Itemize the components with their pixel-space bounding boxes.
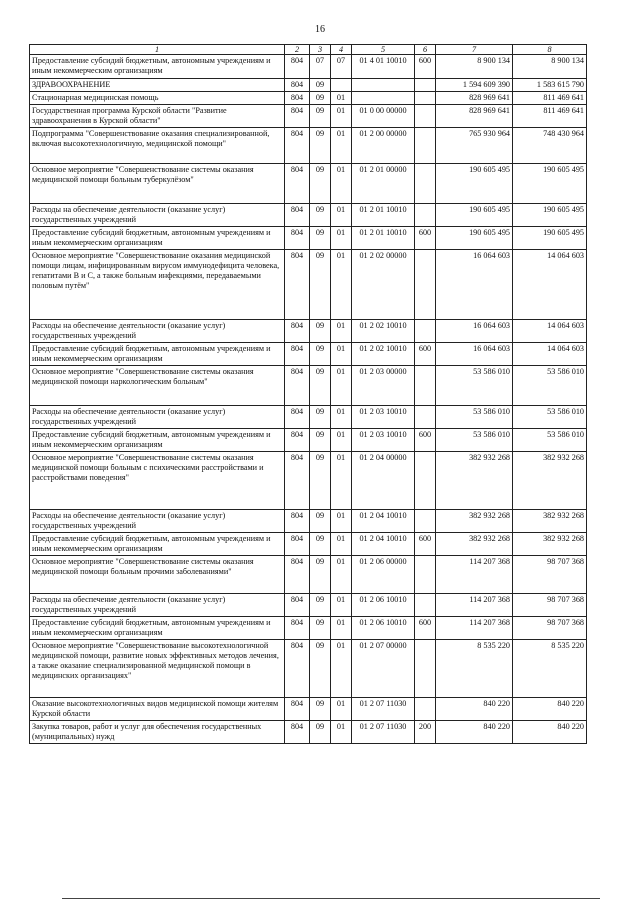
row-amount-year2: 382 932 268: [513, 452, 587, 510]
table-row: [30, 510, 587, 533]
row-code-ministry: 804: [285, 105, 310, 128]
table-row: [30, 406, 587, 429]
row-code-expense-type: 600: [415, 617, 436, 640]
row-code-subsection: 01: [331, 320, 352, 343]
table-row: [30, 366, 587, 406]
row-code-expense-type: 600: [415, 429, 436, 452]
row-code-subsection: [331, 79, 352, 92]
row-code-section: 09: [310, 533, 331, 556]
table-row: [30, 105, 587, 128]
row-code-expense-type: [415, 510, 436, 533]
row-name: Государственная программа Курской области "Развитие здравоохранения в Курской области": [30, 105, 285, 128]
row-code-ministry: 804: [285, 721, 310, 744]
table-row: [30, 250, 587, 320]
row-code-section: 09: [310, 79, 331, 92]
row-name: Предоставление субсидий бюджетным, автономным учреждениям и иным некоммерческим организациям: [30, 533, 285, 556]
row-amount-year1: 16 064 603: [436, 343, 513, 366]
row-amount-year2: 98 707 368: [513, 594, 587, 617]
row-amount-year1: 16 064 603: [436, 320, 513, 343]
row-code-target: 01 2 06 10010: [352, 594, 415, 617]
row-name: Основное мероприятие "Совершенствование системы оказания медицинской помощи больным прочими заболеваниями": [30, 556, 285, 594]
table-row: [30, 594, 587, 617]
row-code-target: 01 2 07 11030: [352, 698, 415, 721]
row-code-expense-type: 600: [415, 343, 436, 366]
row-amount-year2: 53 586 010: [513, 366, 587, 406]
row-code-subsection: 01: [331, 617, 352, 640]
row-code-subsection: 01: [331, 164, 352, 204]
row-amount-year1: 16 064 603: [436, 250, 513, 320]
row-code-subsection: 01: [331, 721, 352, 744]
column-header: 4: [331, 45, 352, 55]
table-row: [30, 79, 587, 92]
row-code-section: 09: [310, 366, 331, 406]
row-code-ministry: 804: [285, 204, 310, 227]
row-amount-year2: 748 430 964: [513, 128, 587, 164]
row-code-ministry: 804: [285, 320, 310, 343]
row-code-subsection: 01: [331, 429, 352, 452]
row-code-ministry: 804: [285, 640, 310, 698]
row-code-ministry: 804: [285, 510, 310, 533]
column-header: 6: [415, 45, 436, 55]
row-code-ministry: 804: [285, 164, 310, 204]
row-code-target: 01 2 04 10010: [352, 510, 415, 533]
row-amount-year2: 53 586 010: [513, 429, 587, 452]
row-code-expense-type: 600: [415, 227, 436, 250]
table-row: [30, 452, 587, 510]
row-code-expense-type: [415, 594, 436, 617]
table-row: [30, 320, 587, 343]
row-code-section: 09: [310, 105, 331, 128]
row-amount-year2: 840 220: [513, 698, 587, 721]
row-amount-year2: 14 064 603: [513, 250, 587, 320]
row-code-subsection: 01: [331, 105, 352, 128]
row-amount-year1: 765 930 964: [436, 128, 513, 164]
row-amount-year1: 114 207 368: [436, 617, 513, 640]
row-code-subsection: 01: [331, 533, 352, 556]
row-code-target: 01 2 07 11030: [352, 721, 415, 744]
row-name: Предоставление субсидий бюджетным, автономным учреждениям и иным некоммерческим организациям: [30, 617, 285, 640]
table-row: [30, 721, 587, 744]
row-amount-year2: 53 586 010: [513, 406, 587, 429]
row-code-expense-type: [415, 204, 436, 227]
row-name: Закупка товаров, работ и услуг для обеспечения государственных (муниципальных) нужд: [30, 721, 285, 744]
row-code-section: 09: [310, 250, 331, 320]
row-name: Предоставление субсидий бюджетным, автономным учреждениям и иным некоммерческим организациям: [30, 343, 285, 366]
table-row: [30, 55, 587, 79]
row-amount-year1: 53 586 010: [436, 366, 513, 406]
row-code-subsection: 01: [331, 406, 352, 429]
row-amount-year2: 98 707 368: [513, 556, 587, 594]
row-code-section: 09: [310, 452, 331, 510]
row-code-target: 01 4 01 10010: [352, 55, 415, 79]
row-amount-year1: 190 605 495: [436, 204, 513, 227]
table-row: [30, 227, 587, 250]
table-row: [30, 533, 587, 556]
row-amount-year2: 98 707 368: [513, 617, 587, 640]
row-code-ministry: 804: [285, 250, 310, 320]
row-code-target: 01 2 01 00000: [352, 164, 415, 204]
row-amount-year1: 114 207 368: [436, 594, 513, 617]
row-code-expense-type: 600: [415, 55, 436, 79]
row-code-expense-type: [415, 406, 436, 429]
row-code-section: 09: [310, 640, 331, 698]
row-amount-year2: 14 064 603: [513, 320, 587, 343]
row-code-ministry: 804: [285, 617, 310, 640]
row-amount-year1: 8 535 220: [436, 640, 513, 698]
row-code-section: 09: [310, 320, 331, 343]
row-code-subsection: 07: [331, 55, 352, 79]
row-name: Подпрограмма "Совершенствование оказания специализированной, включая высокотехнологичную, медицинской помощи": [30, 128, 285, 164]
row-amount-year1: 8 900 134: [436, 55, 513, 79]
row-code-expense-type: [415, 164, 436, 204]
row-code-section: 09: [310, 128, 331, 164]
row-code-target: 01 2 06 00000: [352, 556, 415, 594]
column-header: 8: [513, 45, 587, 55]
table-row: [30, 343, 587, 366]
row-code-expense-type: [415, 250, 436, 320]
row-amount-year1: 1 594 609 390: [436, 79, 513, 92]
row-amount-year2: 8 900 134: [513, 55, 587, 79]
row-amount-year2: 840 220: [513, 721, 587, 744]
row-code-expense-type: [415, 366, 436, 406]
row-code-expense-type: [415, 640, 436, 698]
row-name: Основное мероприятие "Совершенствование системы оказания медицинской помощи больным с психическими расстройствами и расстройствами поведения": [30, 452, 285, 510]
row-amount-year1: 190 605 495: [436, 164, 513, 204]
row-code-target: 01 2 01 10010: [352, 227, 415, 250]
row-code-section: 09: [310, 227, 331, 250]
row-code-target: 01 2 02 10010: [352, 343, 415, 366]
row-name: Предоставление субсидий бюджетным, автономным учреждениям и иным некоммерческим организациям: [30, 227, 285, 250]
row-code-section: 09: [310, 698, 331, 721]
row-amount-year1: 840 220: [436, 698, 513, 721]
table-body: [30, 55, 587, 744]
row-code-expense-type: [415, 128, 436, 164]
table-row: [30, 556, 587, 594]
row-code-target: 01 2 06 10010: [352, 617, 415, 640]
row-code-expense-type: 200: [415, 721, 436, 744]
row-code-target: 01 2 04 10010: [352, 533, 415, 556]
row-code-expense-type: [415, 556, 436, 594]
row-amount-year2: 811 469 641: [513, 105, 587, 128]
row-amount-year2: 811 469 641: [513, 92, 587, 105]
row-code-expense-type: [415, 320, 436, 343]
column-header: 1: [30, 45, 285, 55]
row-amount-year1: 190 605 495: [436, 227, 513, 250]
row-code-target: [352, 79, 415, 92]
row-code-section: 09: [310, 429, 331, 452]
row-code-expense-type: 600: [415, 533, 436, 556]
table-header-row: [30, 45, 587, 55]
budget-table: [29, 44, 587, 744]
row-amount-year1: 828 969 641: [436, 105, 513, 128]
row-code-target: 01 2 03 10010: [352, 429, 415, 452]
row-name: ЗДРАВООХРАНЕНИЕ: [30, 79, 285, 92]
table-row: [30, 617, 587, 640]
table-row: [30, 698, 587, 721]
row-name: Оказание высокотехнологичных видов медицинской помощи жителям Курской области: [30, 698, 285, 721]
row-amount-year1: 114 207 368: [436, 556, 513, 594]
row-amount-year1: 840 220: [436, 721, 513, 744]
column-header: 3: [310, 45, 331, 55]
row-code-subsection: 01: [331, 556, 352, 594]
row-code-target: 01 2 00 00000: [352, 128, 415, 164]
row-name: Стационарная медицинская помощь: [30, 92, 285, 105]
row-amount-year1: 828 969 641: [436, 92, 513, 105]
row-code-ministry: 804: [285, 55, 310, 79]
row-code-subsection: 01: [331, 204, 352, 227]
row-code-target: 01 2 07 00000: [352, 640, 415, 698]
row-code-expense-type: [415, 79, 436, 92]
row-name: Расходы на обеспечение деятельности (оказание услуг) государственных учреждений: [30, 204, 285, 227]
row-code-subsection: 01: [331, 92, 352, 105]
page-bottom-rule: [62, 898, 600, 899]
row-code-expense-type: [415, 92, 436, 105]
row-code-section: 09: [310, 510, 331, 533]
row-code-ministry: 804: [285, 92, 310, 105]
row-amount-year1: 382 932 268: [436, 452, 513, 510]
column-header: 2: [285, 45, 310, 55]
row-code-section: 09: [310, 406, 331, 429]
table-row: [30, 164, 587, 204]
row-amount-year1: 53 586 010: [436, 429, 513, 452]
row-name: Основное мероприятие "Совершенствование системы оказания медицинской помощи наркологическим больным": [30, 366, 285, 406]
row-amount-year2: 382 932 268: [513, 533, 587, 556]
row-code-ministry: 804: [285, 79, 310, 92]
row-code-subsection: 01: [331, 640, 352, 698]
row-code-expense-type: [415, 452, 436, 510]
row-code-ministry: 804: [285, 452, 310, 510]
row-amount-year2: 190 605 495: [513, 164, 587, 204]
row-amount-year2: 14 064 603: [513, 343, 587, 366]
row-name: Расходы на обеспечение деятельности (оказание услуг) государственных учреждений: [30, 320, 285, 343]
row-code-subsection: 01: [331, 227, 352, 250]
row-code-subsection: 01: [331, 128, 352, 164]
row-code-target: [352, 92, 415, 105]
column-header: 7: [436, 45, 513, 55]
row-name: Основное мероприятие "Совершенствование высокотехнологичной медицинской помощи, развитие новых эффективных методов лечения, а также оказание специализированной медицинской помощи в медицинских организациях": [30, 640, 285, 698]
row-amount-year2: 190 605 495: [513, 204, 587, 227]
row-code-ministry: 804: [285, 406, 310, 429]
row-code-target: 01 2 02 10010: [352, 320, 415, 343]
row-amount-year2: 190 605 495: [513, 227, 587, 250]
row-amount-year2: 1 583 615 790: [513, 79, 587, 92]
row-code-subsection: 01: [331, 698, 352, 721]
row-code-section: 09: [310, 617, 331, 640]
row-code-target: 01 2 02 00000: [352, 250, 415, 320]
row-code-section: 09: [310, 721, 331, 744]
row-code-target: 01 2 04 00000: [352, 452, 415, 510]
row-code-section: 09: [310, 556, 331, 594]
row-code-ministry: 804: [285, 429, 310, 452]
row-code-section: 09: [310, 164, 331, 204]
page-number: 16: [315, 24, 325, 35]
row-code-subsection: 01: [331, 594, 352, 617]
row-code-subsection: 01: [331, 366, 352, 406]
row-code-ministry: 804: [285, 128, 310, 164]
row-code-subsection: 01: [331, 510, 352, 533]
table-row: [30, 640, 587, 698]
row-amount-year1: 53 586 010: [436, 406, 513, 429]
column-header: 5: [352, 45, 415, 55]
row-code-section: 09: [310, 594, 331, 617]
row-code-ministry: 804: [285, 556, 310, 594]
row-name: Основное мероприятие "Совершенствование оказания медицинской помощи лицам, инфицированным вирусом иммунодефицита человека, гепатитами В и С, а также больным инфекциями, передаваемыми половым путём": [30, 250, 285, 320]
row-code-section: 09: [310, 204, 331, 227]
row-code-ministry: 804: [285, 227, 310, 250]
table-row: [30, 128, 587, 164]
row-code-ministry: 804: [285, 343, 310, 366]
table-row: [30, 429, 587, 452]
row-name: Основное мероприятие "Совершенствование системы оказания медицинской помощи больным туберкулёзом": [30, 164, 285, 204]
row-name: Расходы на обеспечение деятельности (оказание услуг) государственных учреждений: [30, 406, 285, 429]
row-code-subsection: 01: [331, 250, 352, 320]
row-code-subsection: 01: [331, 343, 352, 366]
row-name: Расходы на обеспечение деятельности (оказание услуг) государственных учреждений: [30, 510, 285, 533]
row-amount-year2: 382 932 268: [513, 510, 587, 533]
row-code-ministry: 804: [285, 698, 310, 721]
row-code-target: 01 0 00 00000: [352, 105, 415, 128]
row-code-ministry: 804: [285, 533, 310, 556]
table-row: [30, 92, 587, 105]
row-code-section: 07: [310, 55, 331, 79]
row-code-target: 01 2 03 10010: [352, 406, 415, 429]
row-amount-year1: 382 932 268: [436, 533, 513, 556]
row-code-subsection: 01: [331, 452, 352, 510]
row-amount-year1: 382 932 268: [436, 510, 513, 533]
row-code-ministry: 804: [285, 366, 310, 406]
row-code-ministry: 804: [285, 594, 310, 617]
row-code-target: 01 2 03 00000: [352, 366, 415, 406]
row-code-section: 09: [310, 343, 331, 366]
row-name: Предоставление субсидий бюджетным, автономным учреждениям и иным некоммерческим организациям: [30, 55, 285, 79]
row-code-section: 09: [310, 92, 331, 105]
row-code-expense-type: [415, 105, 436, 128]
table-row: [30, 204, 587, 227]
row-name: Предоставление субсидий бюджетным, автономным учреждениям и иным некоммерческим организациям: [30, 429, 285, 452]
row-name: Расходы на обеспечение деятельности (оказание услуг) государственных учреждений: [30, 594, 285, 617]
row-code-expense-type: [415, 698, 436, 721]
row-amount-year2: 8 535 220: [513, 640, 587, 698]
row-code-target: 01 2 01 10010: [352, 204, 415, 227]
